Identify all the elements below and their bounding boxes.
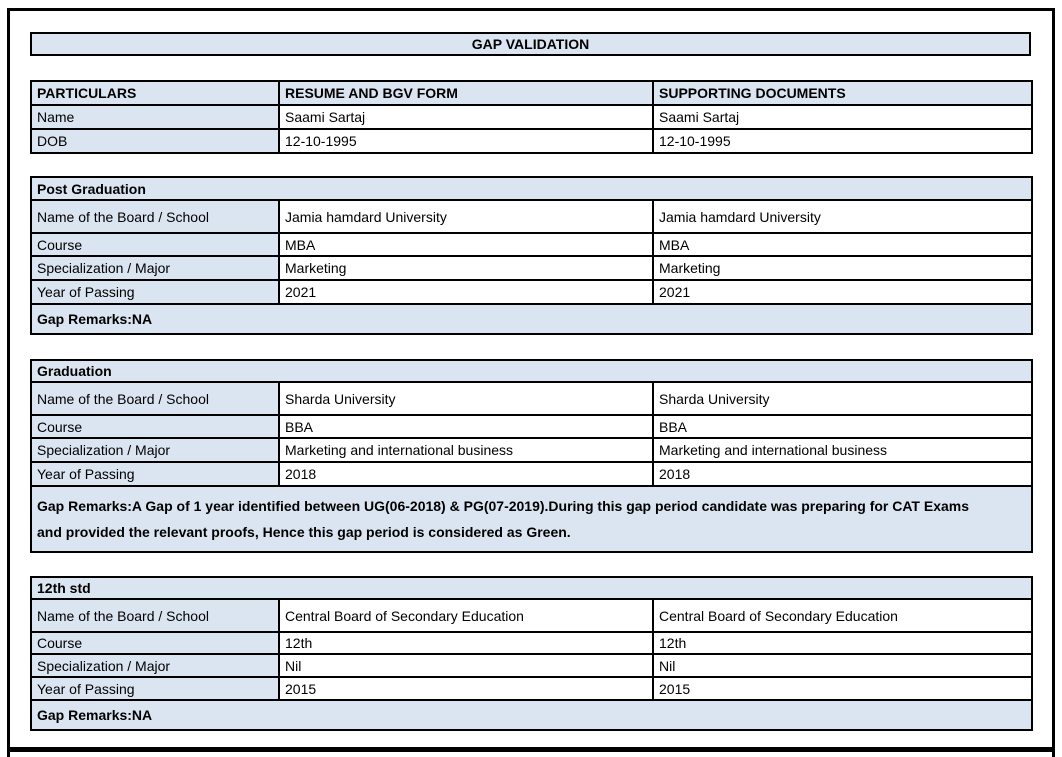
gap-remarks: Gap Remarks:NA <box>31 700 1032 730</box>
row-value-cell: 2015 <box>279 677 653 700</box>
row-label-cell: Name of the Board / School <box>31 382 279 415</box>
particulars-header-row <box>31 81 1032 105</box>
row-label-cell: Course <box>31 233 279 256</box>
row-value-cell: Jamia hamdard University <box>653 200 1032 233</box>
section-title-row <box>31 177 1032 200</box>
table-row <box>31 129 1032 153</box>
section-title: Post Graduation <box>31 177 1032 200</box>
row-value-cell: Saami Sartaj <box>279 105 653 129</box>
row-value-cell: Marketing and international business <box>279 438 653 462</box>
particulars-table <box>30 80 1033 154</box>
row-label-cell: Name of the Board / School <box>31 200 279 233</box>
row-value-cell: 2018 <box>279 462 653 486</box>
table-row <box>31 382 1032 415</box>
section-title: 12th std <box>31 577 1032 599</box>
header-particulars: PARTICULARS <box>31 81 279 105</box>
row-value-cell: BBA <box>653 415 1032 438</box>
header-resume-bgv: RESUME AND BGV FORM <box>279 81 653 105</box>
row-label-cell: Course <box>31 415 279 438</box>
row-value-cell: Jamia hamdard University <box>279 200 653 233</box>
table-row <box>31 233 1032 256</box>
gap-remarks: Gap Remarks:A Gap of 1 year identified between UG(06-2018) & PG(07-2019).During this gap period candidate was preparing for CAT Exams and provided the relevant proofs, Hence this gap period is considered as Green. <box>31 486 1032 552</box>
table-row <box>31 200 1032 233</box>
row-value-cell: 2015 <box>653 677 1032 700</box>
row-label-cell: Course <box>31 632 279 654</box>
table-row <box>31 438 1032 462</box>
row-value-cell: 2021 <box>653 280 1032 304</box>
row-value-cell: Nil <box>653 654 1032 677</box>
next-section-top-border <box>7 747 1055 752</box>
table-row <box>31 654 1032 677</box>
row-label-cell: Year of Passing <box>31 462 279 486</box>
row-value-cell: Sharda University <box>653 382 1032 415</box>
table-row <box>31 462 1032 486</box>
row-value-cell: 12th <box>279 632 653 654</box>
table-row <box>31 677 1032 700</box>
gap-remarks-row <box>31 304 1032 334</box>
table-row <box>31 256 1032 280</box>
section-title-row <box>31 360 1032 382</box>
row-value-cell: MBA <box>653 233 1032 256</box>
post-graduation-table <box>30 176 1033 335</box>
row-label-cell: Specialization / Major <box>31 438 279 462</box>
row-value-cell: Central Board of Secondary Education <box>279 599 653 632</box>
table-row <box>31 599 1032 632</box>
row-label-cell: Name of the Board / School <box>31 599 279 632</box>
row-value-cell: Saami Sartaj <box>653 105 1032 129</box>
row-value-cell: Marketing and international business <box>653 438 1032 462</box>
row-value-cell: MBA <box>279 233 653 256</box>
gap-remarks-row <box>31 700 1032 730</box>
graduation-table <box>30 359 1033 553</box>
row-value-cell: 2018 <box>653 462 1032 486</box>
row-value-cell: 12-10-1995 <box>279 129 653 153</box>
gap-remarks-row <box>31 486 1032 552</box>
section-title: Graduation <box>31 360 1032 382</box>
row-label-cell: Specialization / Major <box>31 256 279 280</box>
row-value-cell: Marketing <box>279 256 653 280</box>
table-row <box>31 280 1032 304</box>
row-label-cell: Year of Passing <box>31 280 279 304</box>
page-title-text: GAP VALIDATION <box>471 36 590 52</box>
twelfth-std-table <box>30 576 1033 731</box>
row-value-cell: 12-10-1995 <box>653 129 1032 153</box>
row-value-cell: Nil <box>279 654 653 677</box>
section-title-row <box>31 577 1032 599</box>
table-row <box>31 632 1032 654</box>
table-row <box>31 415 1032 438</box>
row-label-cell: DOB <box>31 129 279 153</box>
row-label-cell: Name <box>31 105 279 129</box>
row-value-cell: 2021 <box>279 280 653 304</box>
header-supporting-docs: SUPPORTING DOCUMENTS <box>653 81 1032 105</box>
row-value-cell: Sharda University <box>279 382 653 415</box>
row-value-cell: 12th <box>653 632 1032 654</box>
row-value-cell: BBA <box>279 415 653 438</box>
row-label-cell: Year of Passing <box>31 677 279 700</box>
gap-remarks: Gap Remarks:NA <box>31 304 1032 334</box>
page-title <box>30 32 1031 56</box>
row-label-cell: Specialization / Major <box>31 654 279 677</box>
row-value-cell: Marketing <box>653 256 1032 280</box>
table-row <box>31 105 1032 129</box>
row-value-cell: Central Board of Secondary Education <box>653 599 1032 632</box>
